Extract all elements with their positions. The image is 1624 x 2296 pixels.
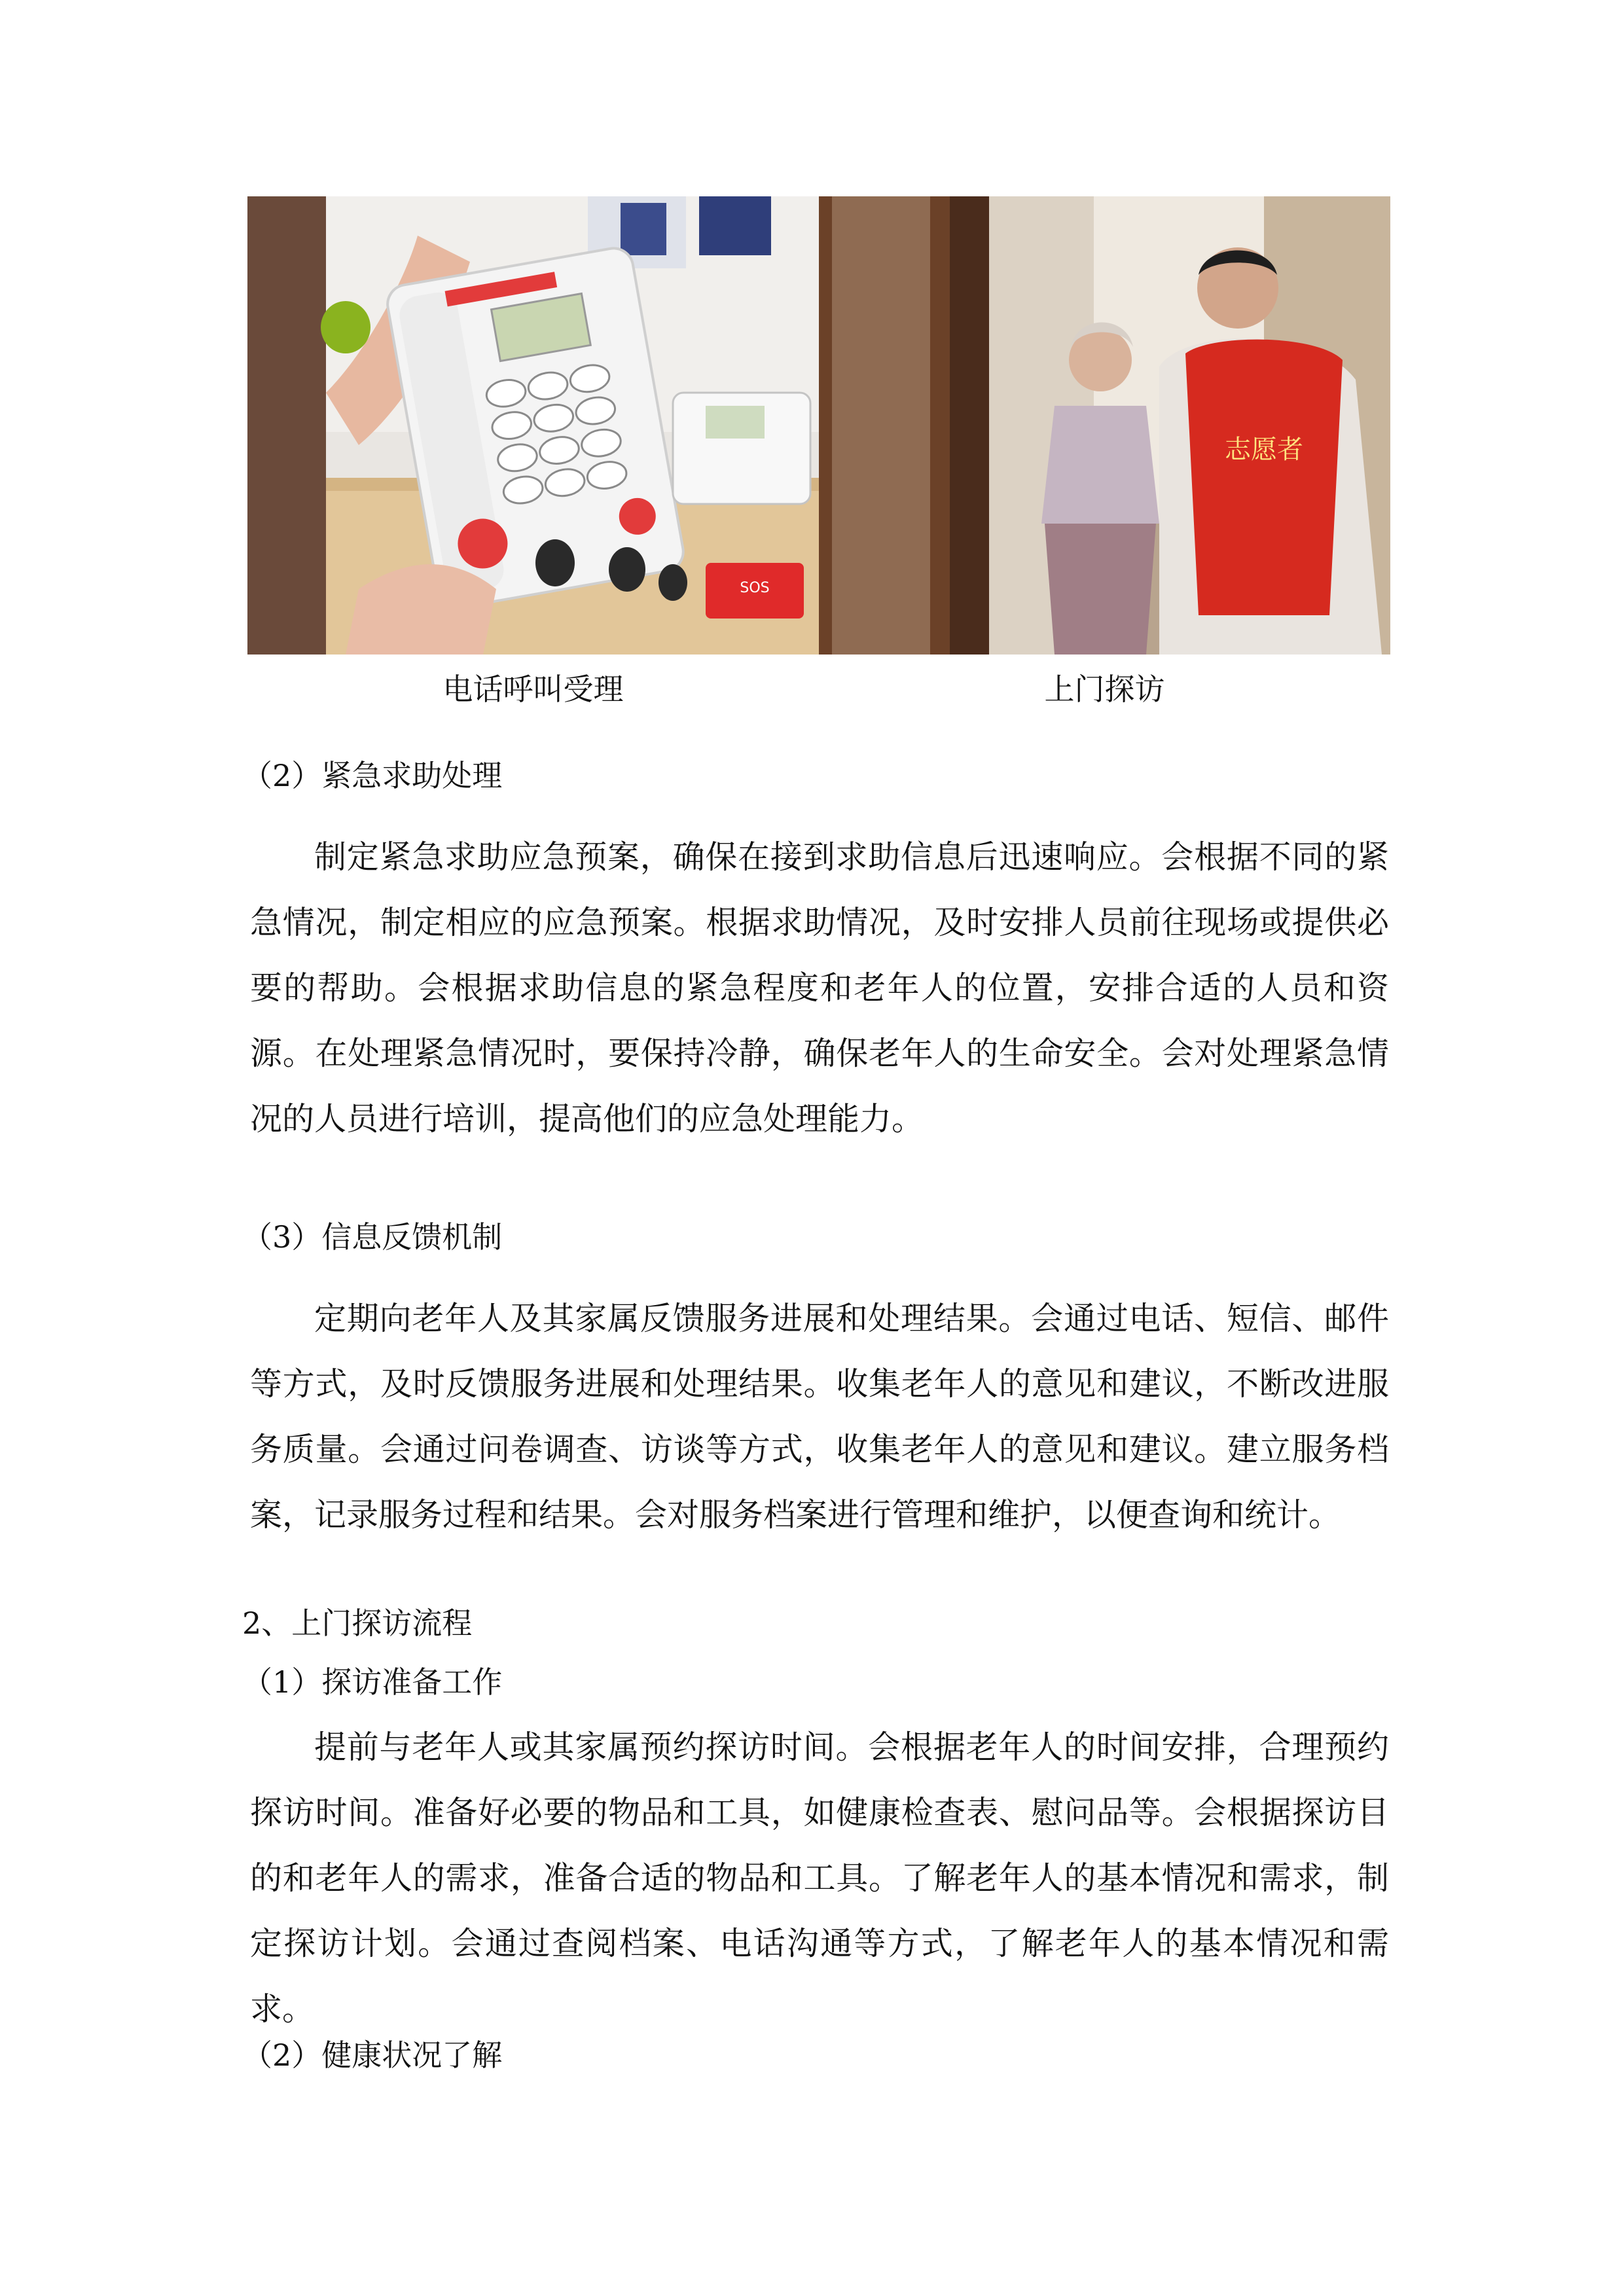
emergency-handling-heading: （2）紧急求助处理 (242, 758, 503, 793)
visit-preparation-heading: （1）探访准备工作 (242, 1664, 503, 1700)
visit-preparation-paragraph: 提前与老年人或其家属预约探访时间。会根据老年人的时间安排，合理预约探访时间。准备好必要的物品和工具，如健康检查表、慰问品等。会根据探访目的和老年人的需求，准备合适的物品和工具。了解老年人的基本情况和需求，制定探访计划。会通过查阅档案、电话沟通等方式，了解老年人的基本情况和需求。 (250, 1729, 1389, 2028)
home-visit-illustration (819, 196, 1390, 655)
home-visit-photo (819, 196, 1390, 655)
health-status-heading: （2）健康状况了解 (242, 2037, 503, 2073)
volunteer-vest-label: 志愿者 (1225, 435, 1303, 465)
feedback-mechanism-paragraph: 定期向老年人及其家属反馈服务进展和处理结果。会通过电话、短信、邮件等方式，及时反馈服务进展和处理结果。收集老年人的意见和建议，不断改进服务质量。会通过问卷调查、访谈等方式，收集老年人的意见和建议。建立服务档案，记录服务过程和结果。会对服务档案进行管理和维护，以便查询和统计。 (250, 1300, 1389, 1534)
feedback-mechanism-heading: （3）信息反馈机制 (242, 1219, 503, 1255)
home-visit-caption: 上门探访 (1044, 672, 1165, 707)
sos-card-label: SOS (740, 580, 770, 596)
phone-call-caption: 电话呼叫受理 (442, 672, 624, 707)
phone-call-photo (247, 196, 819, 655)
phone-call-illustration (247, 196, 819, 655)
home-visit-process-heading: 2、上门探访流程 (242, 1605, 473, 1641)
emergency-handling-paragraph: 制定紧急求助应急预案，确保在接到求助信息后迅速响应。会根据不同的紧急情况，制定相应的应急预案。根据求助情况，及时安排人员前往现场或提供必要的帮助。会根据求助信息的紧急程度和老年人的位置，安排合适的人员和资源。在处理紧急情况时，要保持冷静，确保老年人的生命安全。会对处理紧急情况的人员进行培训，提高他们的应急处理能力。 (250, 838, 1389, 1138)
